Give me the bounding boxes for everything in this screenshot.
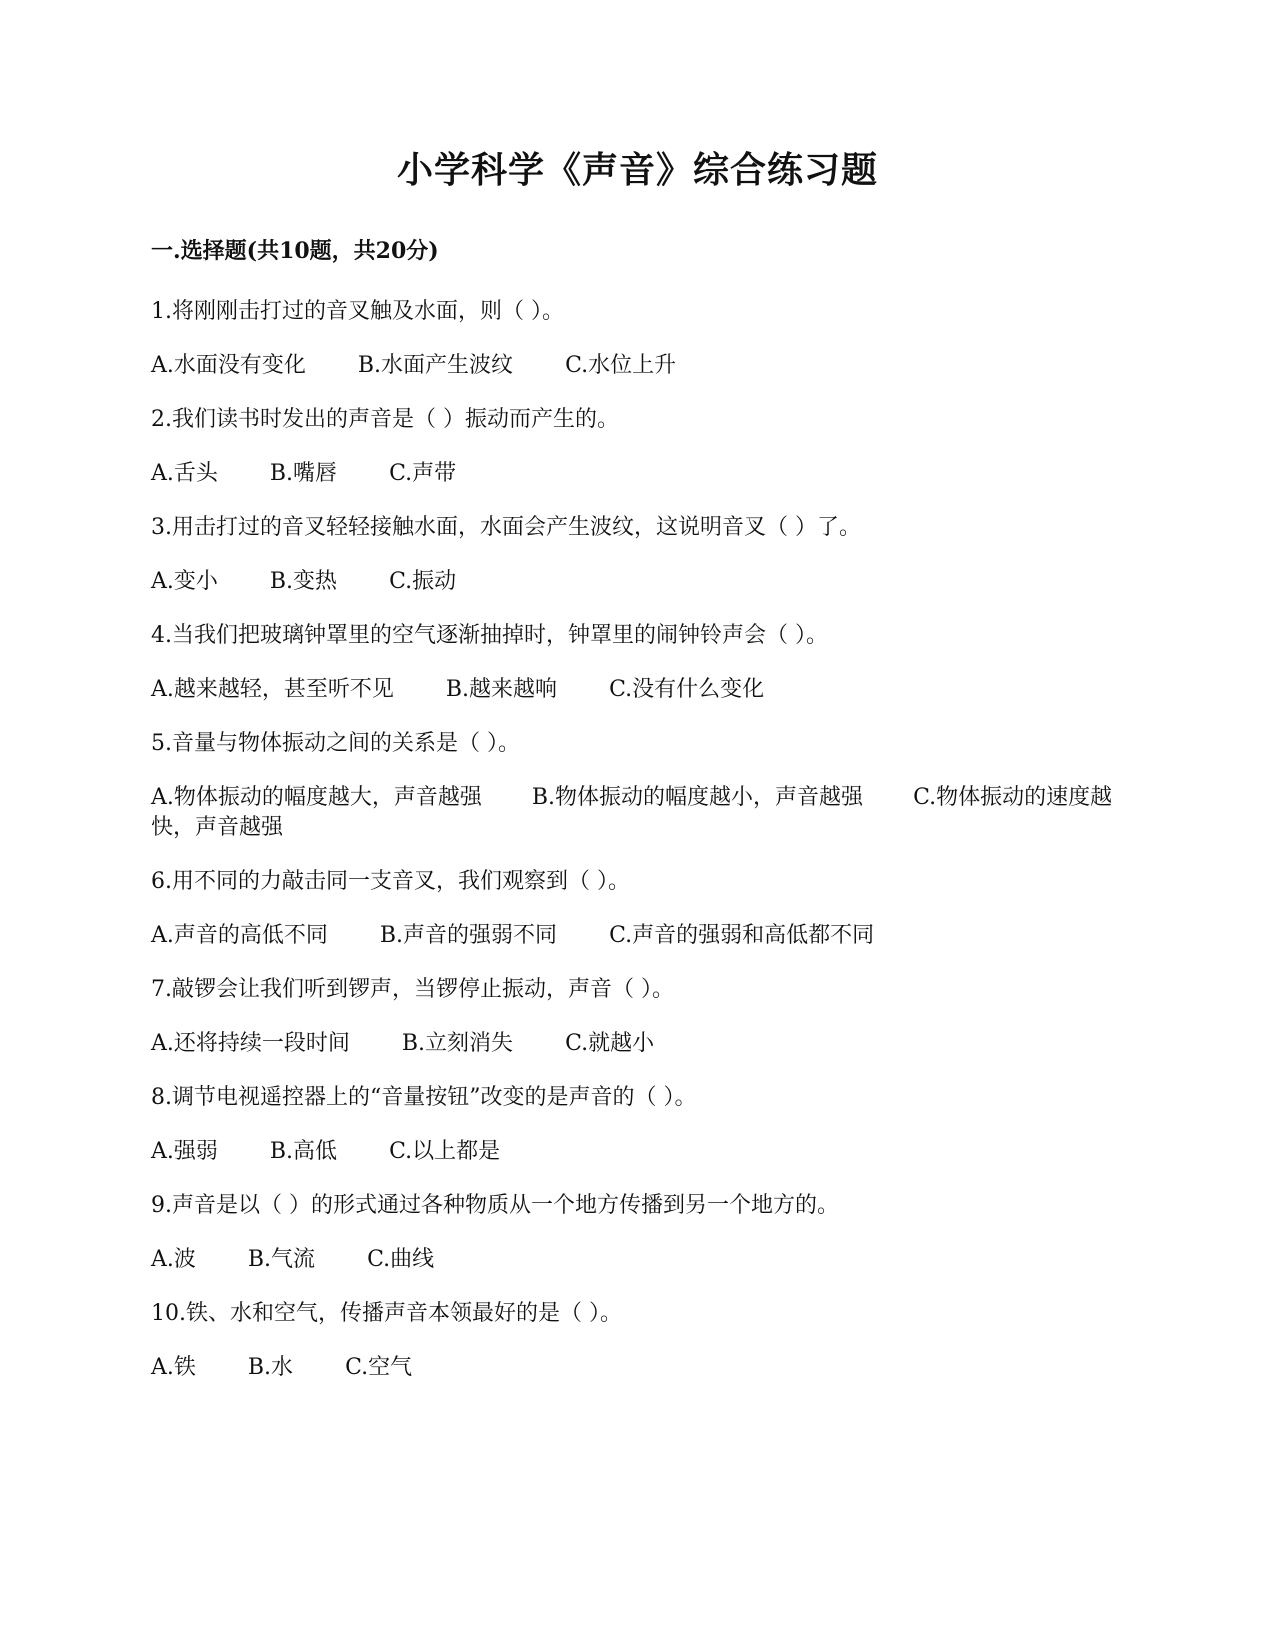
option-b: B.水面产生波纹 xyxy=(357,353,514,378)
question-text: 6.用不同的力敲击同一支音叉，我们观察到（ ）。 xyxy=(151,869,630,894)
option-b: B.越来越响 xyxy=(445,677,558,702)
question-text: 5.音量与物体振动之间的关系是（ ）。 xyxy=(151,731,520,756)
option-b: B.物体振动的幅度越小，声音越强 xyxy=(531,785,864,810)
question-1 xyxy=(151,297,1126,381)
option-c: C.以上都是 xyxy=(389,1139,501,1164)
question-list xyxy=(151,297,1126,1407)
question-options xyxy=(151,1137,1126,1167)
question-options xyxy=(151,1245,1126,1275)
question-text: 3.用击打过的音叉轻轻接触水面，水面会产生波纹，这说明音叉（ ）了。 xyxy=(151,515,861,540)
question-options xyxy=(151,459,1126,489)
option-b: B.气流 xyxy=(247,1247,316,1272)
question-options xyxy=(151,1353,1126,1383)
section-heading: 一.选择题(共10题，共20分) xyxy=(151,238,439,264)
option-a: A.越来越轻，甚至听不见 xyxy=(151,677,394,702)
question-options xyxy=(151,351,1126,381)
question-options xyxy=(151,567,1126,597)
option-c: C.曲线 xyxy=(367,1247,435,1272)
question-3 xyxy=(151,513,1126,597)
option-a: A.舌头 xyxy=(151,461,218,486)
option-b: B.高低 xyxy=(269,1139,338,1164)
question-4 xyxy=(151,621,1126,705)
question-7 xyxy=(151,975,1126,1059)
question-options xyxy=(151,1029,1126,1059)
option-a: A.波 xyxy=(151,1247,196,1272)
option-c: C.没有什么变化 xyxy=(609,677,765,702)
question-text: 8.调节电视遥控器上的“音量按钮”改变的是声音的（ ）。 xyxy=(151,1085,697,1110)
option-a: A.物体振动的幅度越大，声音越强 xyxy=(151,785,482,810)
option-b: B.嘴唇 xyxy=(269,461,338,486)
question-text: 7.敲锣会让我们听到锣声，当锣停止振动，声音（ ）。 xyxy=(151,977,674,1002)
option-c: C.物体振动的速度越快，声音越强 xyxy=(151,785,1113,840)
option-c: C.就越小 xyxy=(565,1031,655,1056)
option-b: B.变热 xyxy=(269,569,338,594)
option-a: A.变小 xyxy=(151,569,218,594)
option-a: A.还将持续一段时间 xyxy=(151,1031,350,1056)
question-8 xyxy=(151,1083,1126,1167)
option-c: C.声带 xyxy=(389,461,457,486)
question-text: 4.当我们把玻璃钟罩里的空气逐渐抽掉时，钟罩里的闹钟铃声会（ ）。 xyxy=(151,623,828,648)
option-a: A.声音的高低不同 xyxy=(151,923,328,948)
question-options xyxy=(151,675,1126,705)
option-c: C.声音的强弱和高低都不同 xyxy=(609,923,875,948)
option-a: A.强弱 xyxy=(151,1139,218,1164)
option-c: C.振动 xyxy=(389,569,457,594)
option-a: A.铁 xyxy=(151,1355,196,1380)
question-9 xyxy=(151,1191,1126,1275)
question-6 xyxy=(151,867,1126,951)
question-2 xyxy=(151,405,1126,489)
question-text: 9.声音是以（ ）的形式通过各种物质从一个地方传播到另一个地方的。 xyxy=(151,1193,839,1218)
option-b: B.立刻消失 xyxy=(401,1031,514,1056)
option-b: B.水 xyxy=(247,1355,294,1380)
question-5 xyxy=(151,729,1126,843)
option-b: B.声音的强弱不同 xyxy=(379,923,558,948)
question-options xyxy=(151,783,1131,843)
question-10 xyxy=(151,1299,1126,1383)
option-a: A.水面没有变化 xyxy=(151,353,306,378)
option-c: C.空气 xyxy=(345,1355,413,1380)
question-text: 10.铁、水和空气，传播声音本领最好的是（ ）。 xyxy=(151,1301,622,1326)
page-title: 小学科学《声音》综合练习题 xyxy=(396,149,878,191)
question-text: 2.我们读书时发出的声音是（ ）振动而产生的。 xyxy=(151,407,619,432)
option-c: C.水位上升 xyxy=(565,353,677,378)
question-text: 1.将刚刚击打过的音叉触及水面，则（ ）。 xyxy=(151,299,564,324)
question-options xyxy=(151,921,1126,951)
